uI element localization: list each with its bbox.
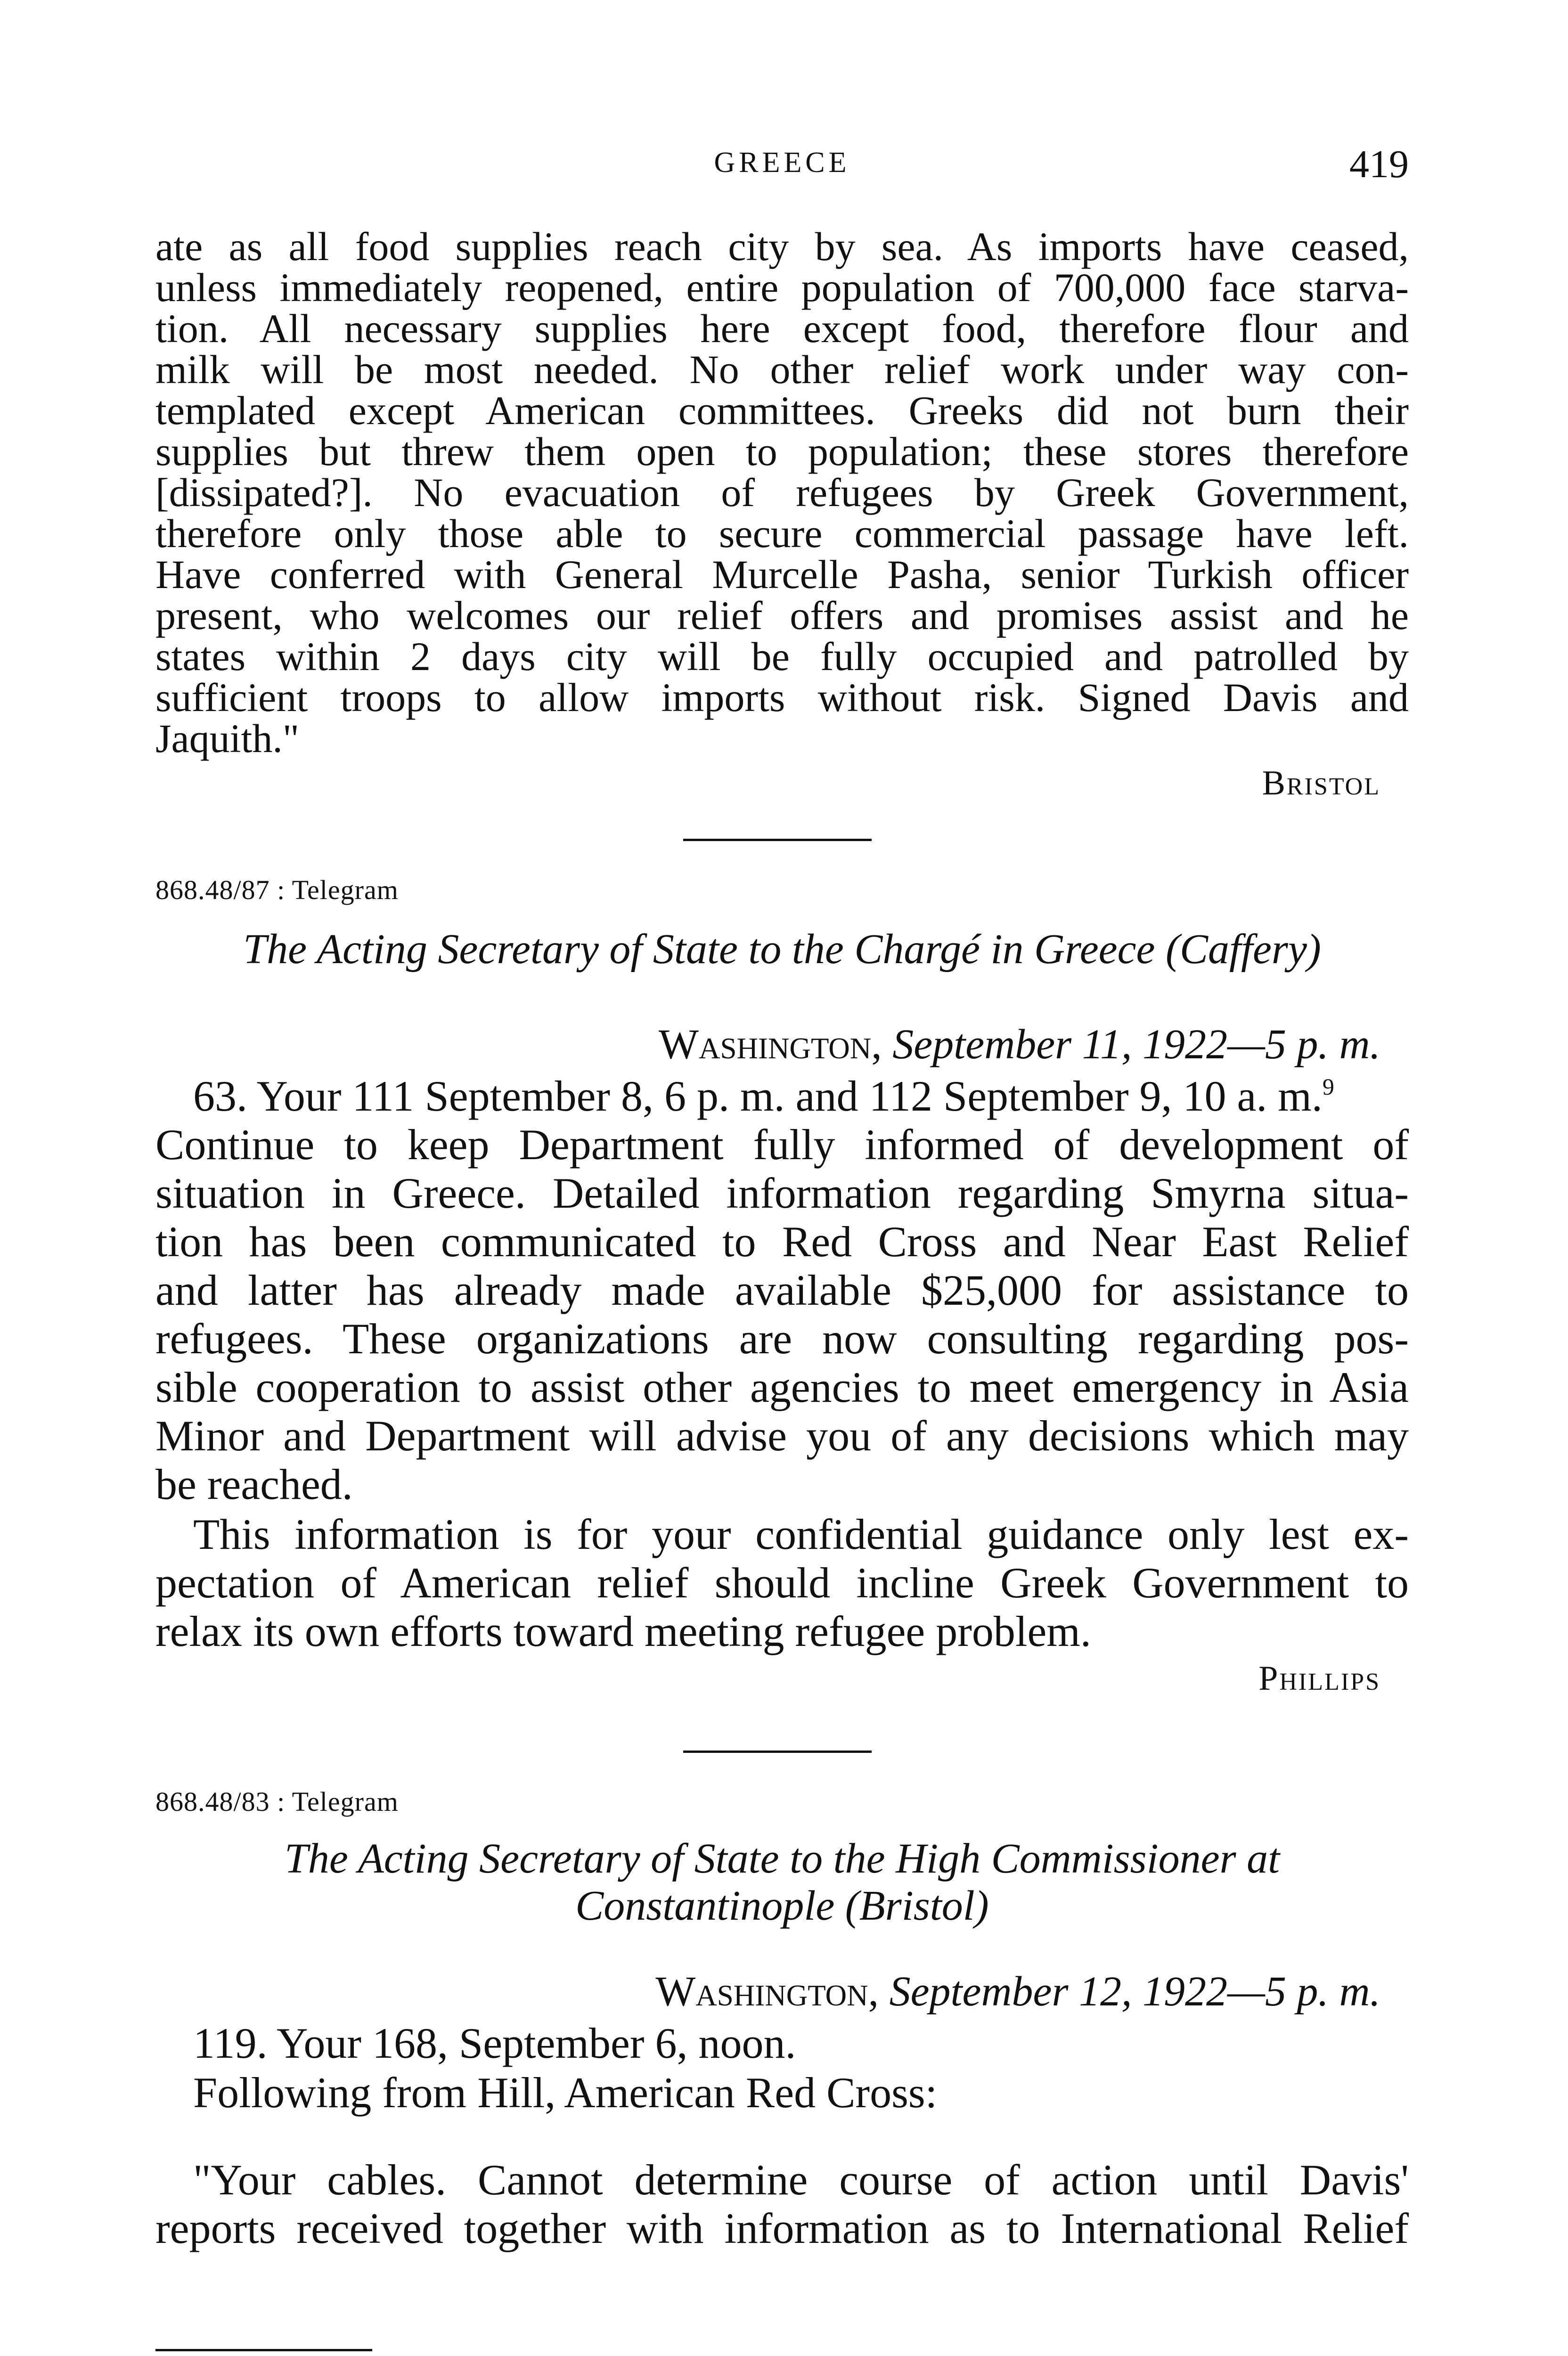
text-line: [dissipated?]. No evacuation of refugees by Greek Government, (155, 470, 1409, 515)
dateline (155, 1020, 1380, 1069)
page-number: 419 (1349, 142, 1409, 186)
paragraph (155, 2019, 1409, 2068)
section-divider (683, 839, 872, 841)
text-line: Minor and Department will advise you of any decisions which may (155, 1412, 1409, 1460)
text-line: 119. Your 168, September 6, noon. (193, 2019, 796, 2067)
text-line: refugees. These organizations are now consulting regarding pos- (155, 1315, 1409, 1363)
paragraph (155, 2156, 1409, 2253)
document-heading: The Acting Secretary of State to the Chargé in Greece (Caffery) (243, 926, 1321, 973)
running-head: GREECE (714, 147, 850, 179)
paragraph (155, 1072, 1409, 1509)
signature-phillips: Phillips (1258, 1659, 1380, 1698)
text-line: supplies but threw them open to population; these stores therefore (155, 429, 1409, 474)
text-line: be reached. (155, 1460, 353, 1508)
text-line: present, who welcomes our relief offers and promises assist and he (155, 593, 1409, 638)
text-line: milk will be most needed. No other relief work under way con- (155, 347, 1409, 392)
text-line: "Your cables. Cannot determine course of action until Davis' (193, 2156, 1409, 2204)
footnote-marker: 9 (1322, 1073, 1334, 1100)
document-heading (155, 1835, 1409, 1930)
text-line: reports received together with information as to International Relief (155, 2204, 1409, 2252)
text-line: and latter has already made available $25,000 for assistance to (155, 1266, 1409, 1314)
paragraph (155, 1510, 1409, 1656)
dateline-place: Washington, (659, 1021, 882, 1068)
text-line: situation in Greece. Detailed information regarding Smyrna situa- (155, 1169, 1409, 1217)
dateline-date: September 11, 1922—5 p. m. (892, 1021, 1380, 1068)
page-header (155, 141, 1409, 198)
telegram-continued-text (155, 226, 1409, 759)
text-line: states within 2 days city will be fully occupied and patrolled by (155, 634, 1409, 679)
paragraph (155, 2069, 1409, 2117)
text-line: Following from Hill, American Red Cross: (193, 2069, 938, 2117)
text-line: sible cooperation to assist other agencies to meet emergency in Asia (155, 1363, 1409, 1411)
file-reference: 868.48/87 : Telegram (155, 875, 399, 905)
text-line: templated except American committees. Greeks did not burn their (155, 388, 1409, 433)
text-line: tion. All necessary supplies here except food, therefore flour and (155, 306, 1409, 351)
text-line: ate as all food supplies reach city by sea. As imports have ceased, (155, 224, 1409, 269)
text-line: sufficient troops to allow imports without risk. Signed Davis and (155, 675, 1409, 720)
text-line: relax its own efforts toward meeting refugee problem. (155, 1607, 1091, 1655)
text-line: therefore only those able to secure commercial passage have left. (155, 511, 1409, 556)
text-line: Have conferred with General Murcelle Pasha, senior Turkish officer (155, 552, 1409, 597)
dateline (155, 1967, 1380, 2016)
dateline-date: September 12, 1922—5 p. m. (889, 1968, 1380, 2015)
heading-line: Constantinople (Bristol) (575, 1882, 989, 1929)
signature-bristol: Bristol (1262, 764, 1380, 802)
text-line: Continue to keep Department fully informed of development of (155, 1121, 1409, 1169)
file-reference: 868.48/83 : Telegram (155, 1786, 399, 1817)
section-divider (683, 1751, 872, 1753)
text-line: tion has been communicated to Red Cross and Near East Relief (155, 1218, 1409, 1266)
footnote-divider (155, 2349, 372, 2351)
text-line: This information is for your confidential guidance only lest ex- (193, 1510, 1409, 1558)
text-line: pectation of American relief should incline Greek Government to (155, 1559, 1409, 1607)
heading-line: The Acting Secretary of State to the High Commissioner at (284, 1835, 1280, 1882)
text-line: unless immediately reopened, entire population of 700,000 face starva- (155, 265, 1409, 310)
text-line: 63. Your 111 September 8, 6 p. m. and 112 September 9, 10 a. m.$^9$ (193, 1072, 1334, 1120)
dateline-place: Washington, (655, 1968, 879, 2015)
text-line: Jaquith." (155, 716, 300, 761)
